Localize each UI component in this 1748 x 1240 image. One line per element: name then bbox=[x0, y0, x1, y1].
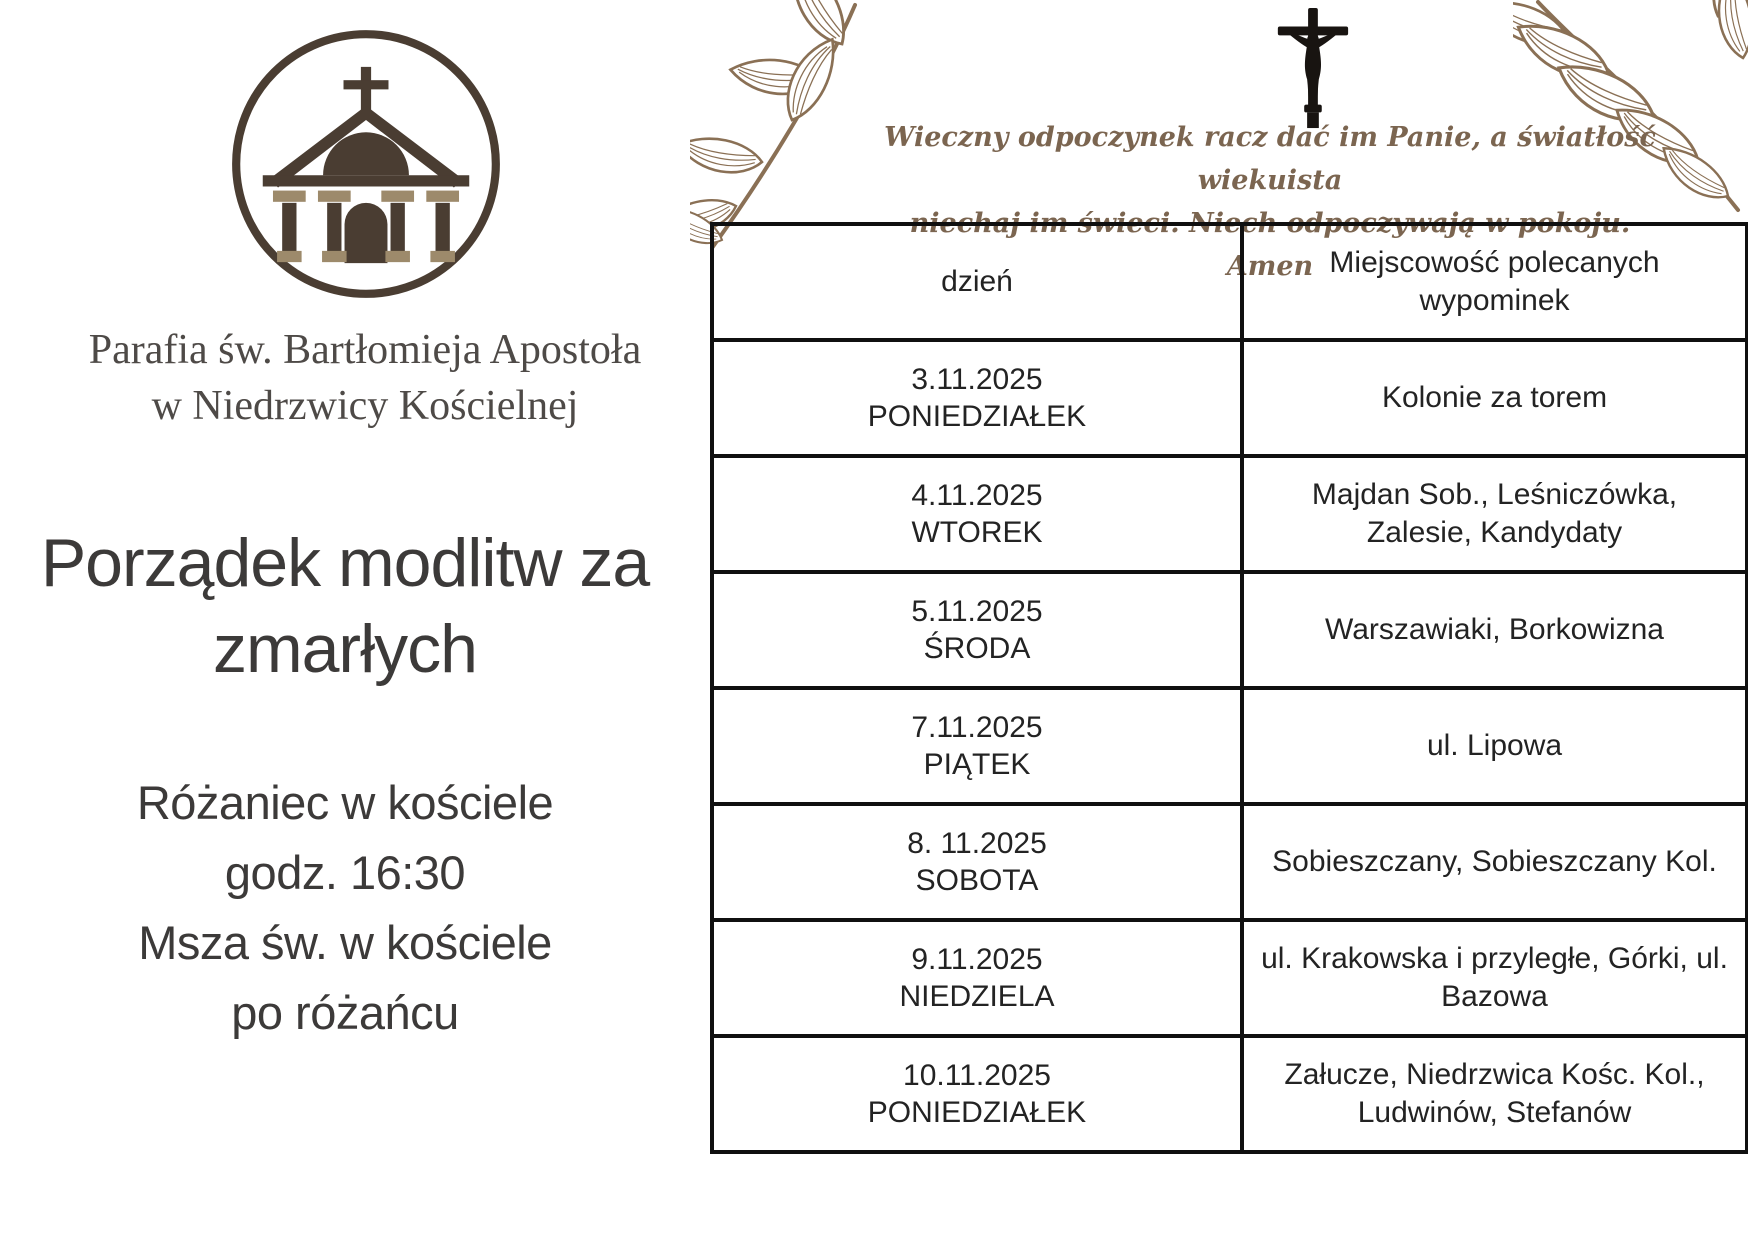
cell-places: ul. Lipowa bbox=[1242, 688, 1747, 804]
cell-places: ul. Krakowska i przyległe, Górki, ul. Bazowa bbox=[1242, 920, 1747, 1036]
cell-day: 7.11.2025 PIĄTEK bbox=[712, 688, 1242, 804]
table-row bbox=[712, 804, 1747, 920]
schedule-line-time: godz. 16:30 bbox=[224, 846, 466, 899]
crucifix-icon bbox=[1268, 8, 1356, 130]
prayer-quote-line2: niechaj im świeci. Niech odpoczywają w pokoju. Amen bbox=[909, 208, 1631, 282]
cell-places: Kolonie za torem bbox=[1242, 340, 1747, 456]
table-header-row bbox=[712, 224, 1747, 340]
table-row bbox=[712, 456, 1747, 572]
page-title bbox=[0, 520, 690, 692]
column-header-places bbox=[1242, 224, 1747, 340]
cell-day: 5.11.2025 ŚRODA bbox=[712, 572, 1242, 688]
page-title-line2: zmarłych bbox=[212, 611, 478, 687]
cell-day: 10.11.2025 PONIEDZIAŁEK bbox=[712, 1036, 1242, 1152]
cell-day: 3.11.2025 PONIEDZIAŁEK bbox=[712, 340, 1242, 456]
cell-places: Sobieszczany, Sobieszczany Kol. bbox=[1242, 804, 1747, 920]
cell-places: Warszawiaki, Borkowizna bbox=[1242, 572, 1747, 688]
cell-day: 8. 11.2025 SOBOTA bbox=[712, 804, 1242, 920]
church-logo-icon bbox=[228, 26, 504, 302]
parish-name bbox=[15, 322, 715, 434]
parish-name-line2: w Niedrzwicy Kościelnej bbox=[151, 383, 579, 429]
cell-places: Majdan Sob., Leśniczówka, Zalesie, Kandydaty bbox=[1242, 456, 1747, 572]
table-row bbox=[712, 920, 1747, 1036]
page-title-line1: Porządek modlitw za bbox=[40, 525, 650, 601]
table-row bbox=[712, 340, 1747, 456]
service-schedule bbox=[0, 768, 690, 1048]
table-row bbox=[712, 572, 1747, 688]
cell-day: 9.11.2025 NIEDZIELA bbox=[712, 920, 1242, 1036]
cell-places: Załucze, Niedrzwica Kośc. Kol., Ludwinów, Stefanów bbox=[1242, 1036, 1747, 1152]
column-header-places-label: Miejscowość polecanych wypominek bbox=[1329, 246, 1660, 317]
parish-name-line1: Parafia św. Bartłomieja Apostoła bbox=[88, 327, 642, 373]
schedule-line-mass: Msza św. w kościele bbox=[138, 916, 552, 969]
table-row bbox=[712, 688, 1747, 804]
wypominki-table bbox=[710, 222, 1748, 1154]
schedule-line-after: po różańcu bbox=[231, 986, 459, 1039]
schedule-line-rosary: Różaniec w kościele bbox=[136, 776, 554, 829]
prayer-quote-line1: Wieczny odpoczynek racz dać im Panie, a światłość wiekuista bbox=[884, 122, 1656, 196]
cell-day: 4.11.2025 WTOREK bbox=[712, 456, 1242, 572]
table-row bbox=[712, 1036, 1747, 1152]
column-header-day: dzień bbox=[712, 224, 1242, 340]
